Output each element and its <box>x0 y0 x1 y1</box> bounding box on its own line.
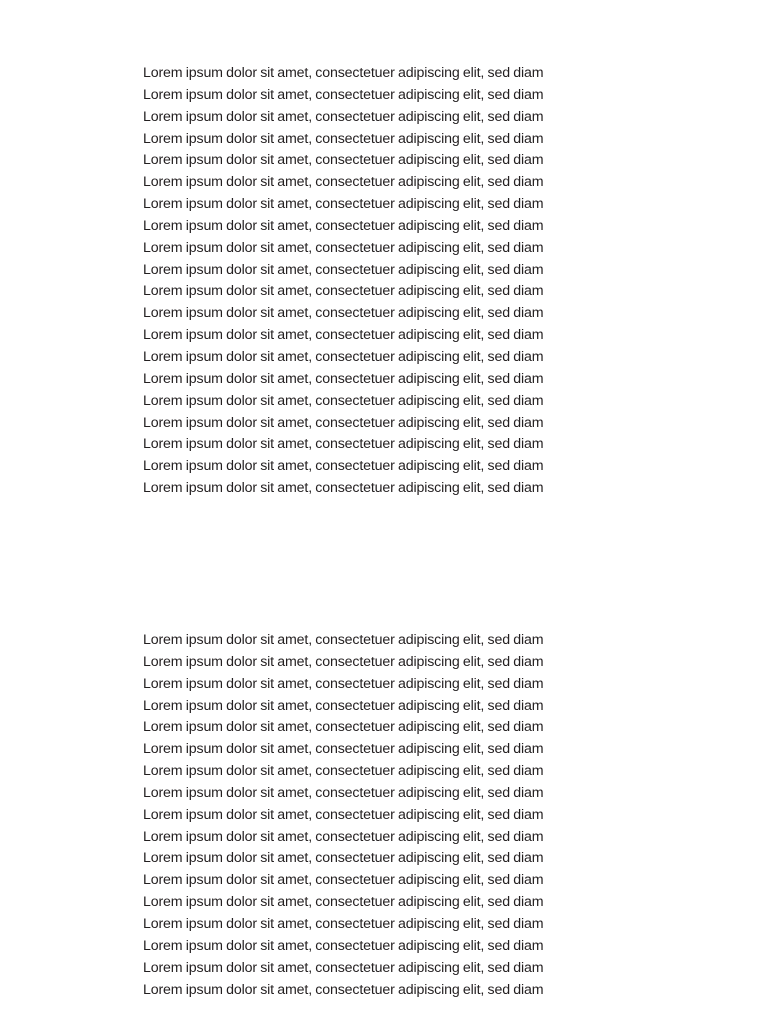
text-line: Lorem ipsum dolor sit amet, consectetuer adipiscing elit, sed diam <box>143 174 544 191</box>
text-line: Lorem ipsum dolor sit amet, consectetuer adipiscing elit, sed diam <box>143 763 544 780</box>
text-line: Lorem ipsum dolor sit amet, consectetuer adipiscing elit, sed diam <box>143 217 544 234</box>
text-line: Lorem ipsum dolor sit amet, consectetuer adipiscing elit, sed diam <box>143 959 544 976</box>
text-line: Lorem ipsum dolor sit amet, consectetuer adipiscing elit, sed diam <box>143 108 544 125</box>
text-line: Lorem ipsum dolor sit amet, consectetuer adipiscing elit, sed diam <box>143 937 544 954</box>
text-line: Lorem ipsum dolor sit amet, consectetuer adipiscing elit, sed diam <box>143 697 544 714</box>
text-line: Lorem ipsum dolor sit amet, consectetuer adipiscing elit, sed diam <box>143 480 544 497</box>
text-line: Lorem ipsum dolor sit amet, consectetuer adipiscing elit, sed diam <box>143 130 544 147</box>
text-line: Lorem ipsum dolor sit amet, consectetuer adipiscing elit, sed diam <box>143 370 544 387</box>
text-line: Lorem ipsum dolor sit amet, consectetuer adipiscing elit, sed diam <box>143 632 544 648</box>
text-line: Lorem ipsum dolor sit amet, consectetuer adipiscing elit, sed diam <box>143 261 544 278</box>
text-line: Lorem ipsum dolor sit amet, consectetuer adipiscing elit, sed diam <box>143 653 544 670</box>
text-line: Lorem ipsum dolor sit amet, consectetuer adipiscing elit, sed diam <box>143 915 544 932</box>
text-line: Lorem ipsum dolor sit amet, consectetuer adipiscing elit, sed diam <box>143 414 544 431</box>
text-block-2 <box>143 630 543 1001</box>
text-line: Lorem ipsum dolor sit amet, consectetuer adipiscing elit, sed diam <box>143 741 544 758</box>
text-line: Lorem ipsum dolor sit amet, consectetuer adipiscing elit, sed diam <box>143 239 544 256</box>
text-block-1 <box>143 63 543 500</box>
text-line: Lorem ipsum dolor sit amet, consectetuer adipiscing elit, sed diam <box>143 283 544 300</box>
text-line: Lorem ipsum dolor sit amet, consectetuer adipiscing elit, sed diam <box>143 806 544 823</box>
text-line: Lorem ipsum dolor sit amet, consectetuer adipiscing elit, sed diam <box>143 719 544 736</box>
text-line: Lorem ipsum dolor sit amet, consectetuer adipiscing elit, sed diam <box>143 65 544 81</box>
text-line: Lorem ipsum dolor sit amet, consectetuer adipiscing elit, sed diam <box>143 348 544 365</box>
text-line: Lorem ipsum dolor sit amet, consectetuer adipiscing elit, sed diam <box>143 828 544 845</box>
text-line: Lorem ipsum dolor sit amet, consectetuer adipiscing elit, sed diam <box>143 152 544 169</box>
text-line: Lorem ipsum dolor sit amet, consectetuer adipiscing elit, sed diam <box>143 196 544 213</box>
text-line: Lorem ipsum dolor sit amet, consectetuer adipiscing elit, sed diam <box>143 850 544 867</box>
text-line: Lorem ipsum dolor sit amet, consectetuer adipiscing elit, sed diam <box>143 458 544 475</box>
text-line: Lorem ipsum dolor sit amet, consectetuer adipiscing elit, sed diam <box>143 872 544 889</box>
text-line: Lorem ipsum dolor sit amet, consectetuer adipiscing elit, sed diam <box>143 981 544 998</box>
text-line: Lorem ipsum dolor sit amet, consectetuer adipiscing elit, sed diam <box>143 894 544 911</box>
text-line: Lorem ipsum dolor sit amet, consectetuer adipiscing elit, sed diam <box>143 392 544 409</box>
text-line: Lorem ipsum dolor sit amet, consectetuer adipiscing elit, sed diam <box>143 327 544 344</box>
text-line: Lorem ipsum dolor sit amet, consectetuer adipiscing elit, sed diam <box>143 436 544 453</box>
text-line: Lorem ipsum dolor sit amet, consectetuer adipiscing elit, sed diam <box>143 675 544 692</box>
text-line: Lorem ipsum dolor sit amet, consectetuer adipiscing elit, sed diam <box>143 784 544 801</box>
text-line: Lorem ipsum dolor sit amet, consectetuer adipiscing elit, sed diam <box>143 86 544 103</box>
text-line: Lorem ipsum dolor sit amet, consectetuer adipiscing elit, sed diam <box>143 305 544 322</box>
